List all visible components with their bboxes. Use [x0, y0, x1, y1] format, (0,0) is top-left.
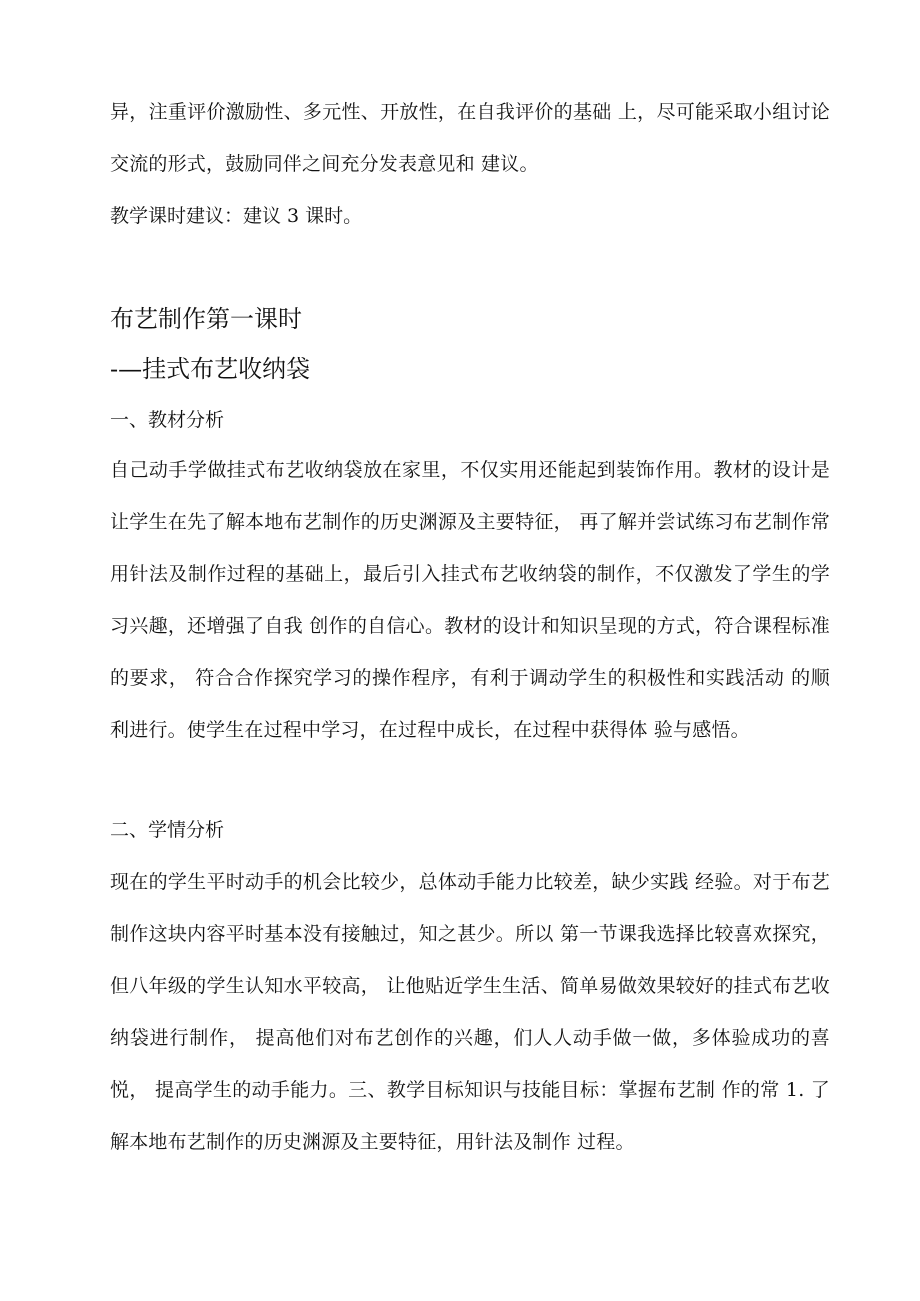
intro-continuation-paragraph: 异，注重评价激励性、多元性、开放性，在自我评价的基础 上，尽可能采取小组讨论交流的形式，鼓励同伴之间充分发表意见和 建议。	[110, 101, 830, 175]
section-heading-student-analysis: 二、学情分析	[110, 819, 225, 841]
section-body-textbook-analysis: 自己动手学做挂式布艺收纳袋放在家里，不仅实用还能起到装饰作用。教材的设计是让学生在先了解本地布艺制作的历史渊源及主要特征， 再了解并尝试练习布艺制作常用针法及制作过程的基础上，最后引入挂式布艺收纳袋的制作，不仅激发了学生的学习兴趣，还增强了自我 创作的自信心。教材的设计和知识呈现的方式，符合课程标准的要求， 符合合作探究学习的操作程序，有利于调动学生的积极性和实践活动 的顺利进行。使学生在过程中学习，在过程中成长，在过程中获得体 验与感悟。	[110, 459, 830, 741]
lesson-hours-line: 教学课时建议：建议 3 课时。	[110, 205, 363, 227]
section-heading-textbook-analysis: 一、教材分析	[110, 409, 225, 431]
section-body-student-analysis: 现在的学生平时动手的机会比较少，总体动手能力比较差，缺少实践 经验。对于布艺制作这块内容平时基本没有接触过，知之甚少。所以 第一节课我选择比较喜欢探究，但八年级的学生认知水平较高， 让他贴近学生生活、简单易做效果较好的挂式布艺收纳袋进行制作， 提高他们对布艺创作的兴趣，们人人动手做一做，多体验成功的喜悦， 提高学生的动手能力。三、教学目标知识与技能目标：掌握布艺制 作的常 1. 了解本地布艺制作的历史渊源及主要特征，用针法及制作 过程。	[110, 871, 830, 1153]
lesson-title: 布艺制作第一课时	[110, 305, 302, 333]
lesson-subtitle: -—挂式布艺收纳袋	[110, 355, 311, 383]
